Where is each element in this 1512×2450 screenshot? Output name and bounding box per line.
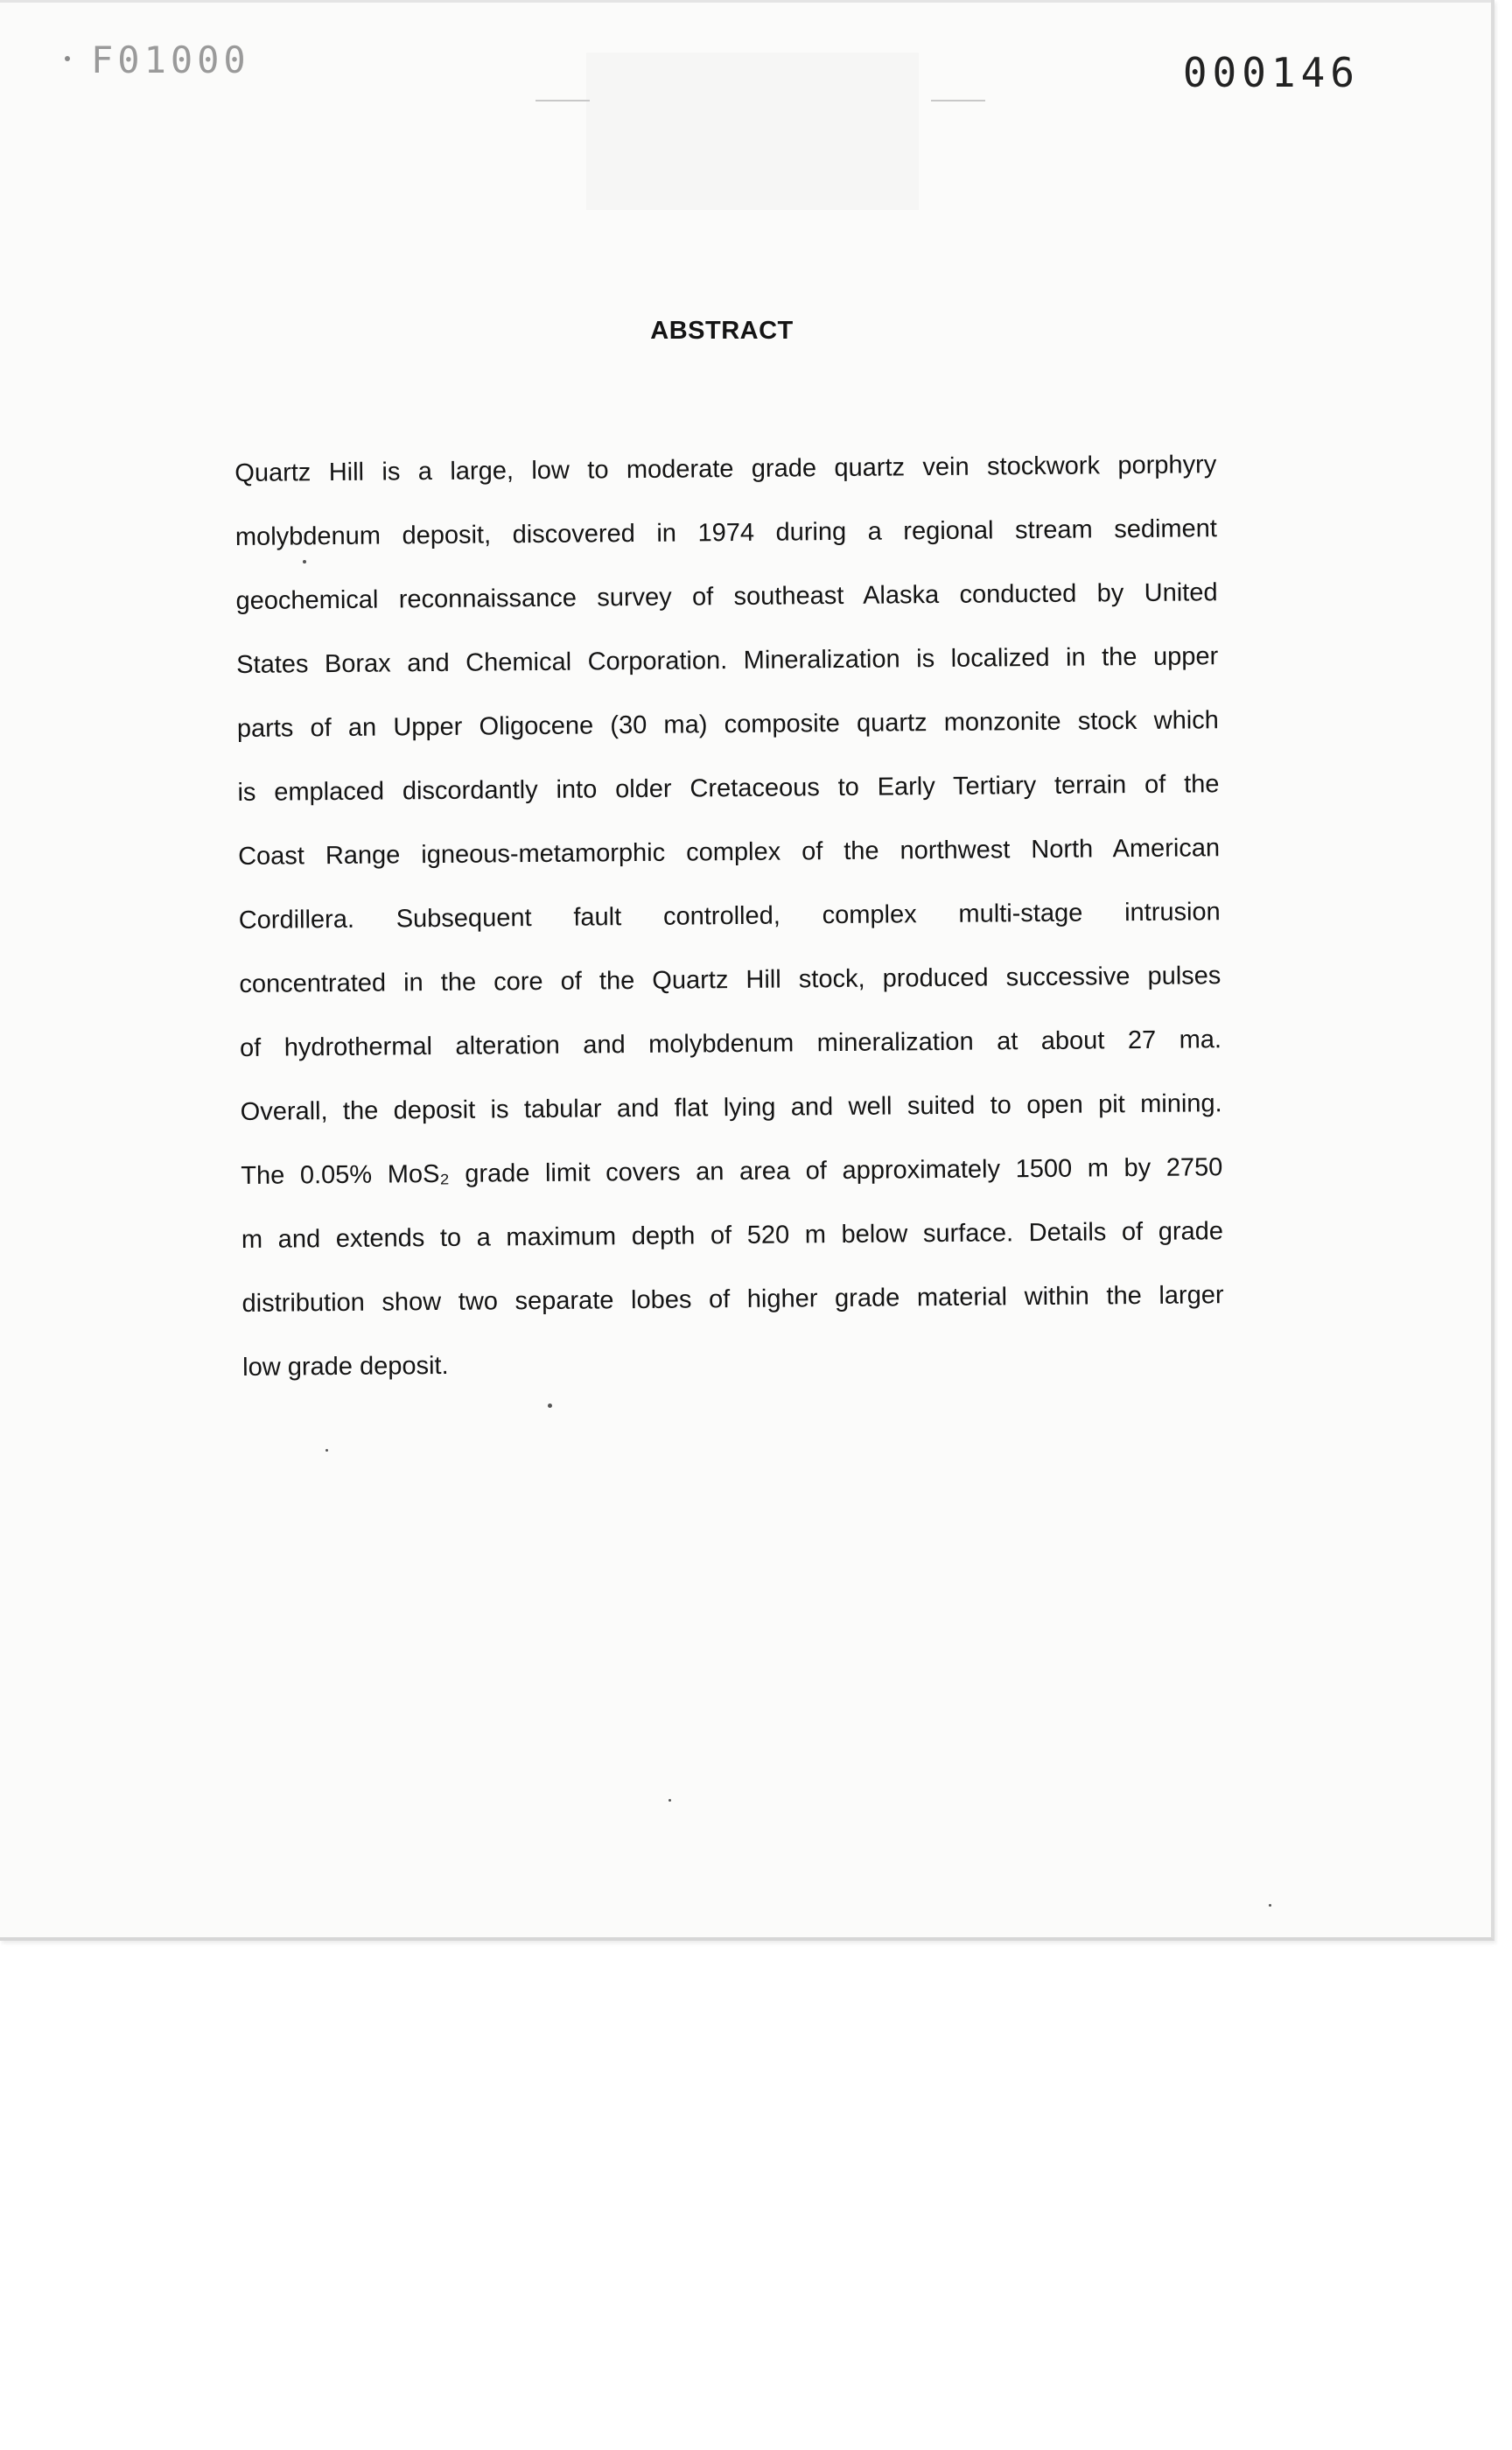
abstract-line: Overall, the deposit is tabular and flat lying and well suited to open pit mining. xyxy=(240,1089,1222,1126)
abstract-line: The 0.05% MoS₂ grade limit covers an area of approximately 1500 m by 2750 xyxy=(241,1153,1223,1190)
bleed-through-shadow xyxy=(586,52,919,210)
page-top-edge xyxy=(0,0,1491,3)
stamp-dot xyxy=(65,56,70,61)
abstract-line: is emplaced discordantly into older Cretaceous to Early Tertiary terrain of the xyxy=(237,770,1220,807)
abstract-line: concentrated in the core of the Quartz Hill stock, produced successive pulses xyxy=(239,962,1222,998)
document-number-stamp-left: F01000 xyxy=(91,38,250,81)
document-number-stamp-right: 000146 xyxy=(1182,49,1360,96)
abstract-line: States Borax and Chemical Corporation. Mineralization is localized in the upper xyxy=(236,642,1219,679)
abstract-paragraph xyxy=(234,433,1225,1400)
header-rule-right xyxy=(931,100,985,102)
abstract-line: m and extends to a maximum depth of 520 m below surface. Details of grade xyxy=(241,1217,1224,1254)
scan-speck xyxy=(548,1404,552,1408)
abstract-line: of hydrothermal alteration and molybdenum mineralization at about 27 ma. xyxy=(239,1026,1222,1062)
header-rule-left xyxy=(536,100,590,102)
abstract-line: Cordillera. Subsequent fault controlled, complex multi-stage intrusion xyxy=(238,898,1221,934)
abstract-line: distribution show two separate lobes of higher grade material within the larger xyxy=(242,1281,1224,1318)
abstract-line: Coast Range igneous-metamorphic complex of the northwest North American xyxy=(237,834,1221,871)
abstract-line: molybdenum deposit, discovered in 1974 during a regional stream sediment xyxy=(234,514,1218,551)
scan-speck xyxy=(326,1449,328,1452)
page-title: ABSTRACT xyxy=(650,317,794,345)
abstract-line: parts of an Upper Oligocene (30 ma) composite quartz monzonite stock which xyxy=(236,706,1219,743)
scan-speck xyxy=(668,1799,671,1802)
scan-speck xyxy=(303,560,306,564)
abstract-line: low grade deposit. xyxy=(242,1351,449,1382)
abstract-line: Quartz Hill is a large, low to moderate grade quartz vein stockwork porphyry xyxy=(234,451,1217,487)
scan-speck xyxy=(1269,1904,1271,1907)
abstract-line: geochemical reconnaissance survey of southeast Alaska conducted by United xyxy=(235,578,1218,615)
